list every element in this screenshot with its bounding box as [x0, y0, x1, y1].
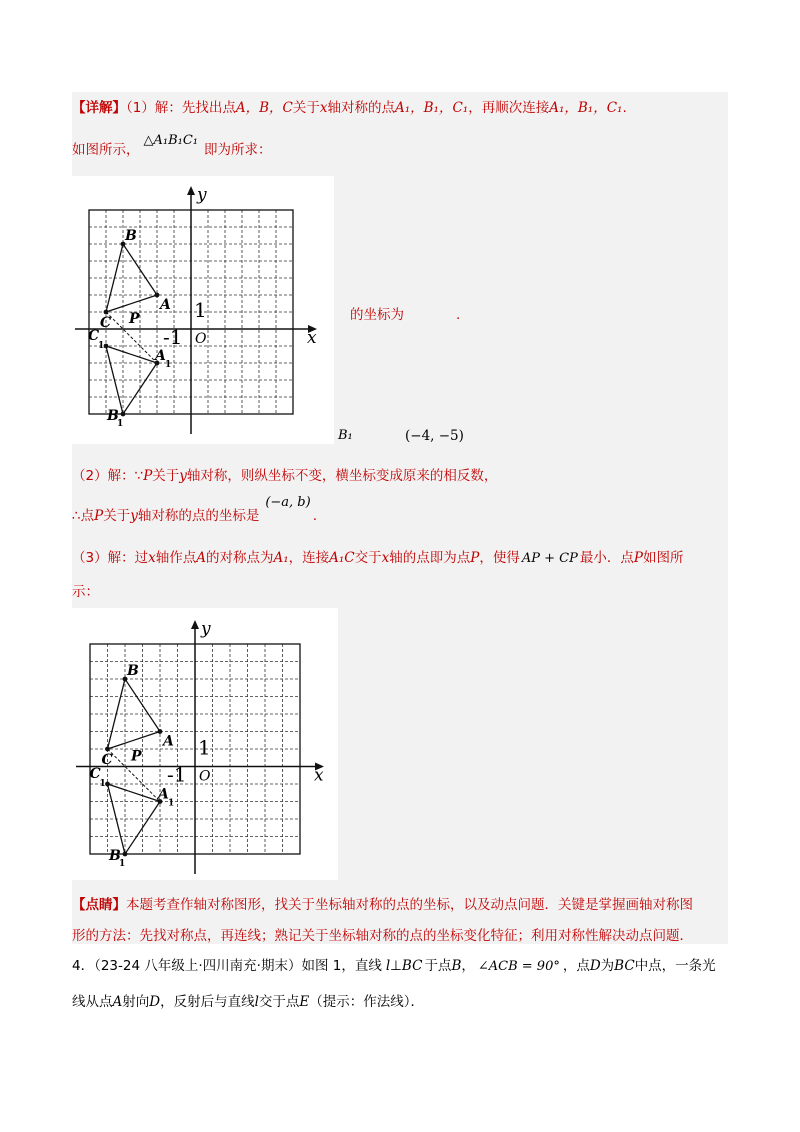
point-dot-c [104, 310, 109, 315]
tick-label-1: 1 [198, 735, 211, 760]
part3-expression: AP + CP [521, 551, 578, 566]
point-label-b1: B [107, 408, 119, 424]
detail-line-1: 【详解】（1）解：先找出点A，B，C关于x轴对称的点A₁，B₁，C₁，再顺次连接A₁，B₁，C₁. [72, 100, 627, 116]
tick-label-minus-1: -1 [167, 762, 187, 787]
triangle-label: △A₁B₁C₁ [143, 133, 199, 148]
point-label-c1: C [89, 766, 101, 782]
point-label-a1-sub: 1 [165, 360, 172, 370]
comment-line-1: 【点睛】本题考查作轴对称图形，找关于坐标轴对称的点的坐标，以及动点问题．关键是掌握画轴对称图 [72, 897, 693, 913]
part3-line-1: （3）解：过x轴作点A的对称点为A₁，连接A₁C交于x轴的点即为点P，使得 AP + CP 最小．点P如图所 [72, 550, 684, 566]
b1-coord: (−4, −5) [405, 428, 464, 444]
part2-line-1: （2）解：∵P关于y轴对称，则纵坐标不变，横坐标变成原来的相反数， [72, 468, 498, 484]
x-axis-label: x [307, 328, 317, 348]
origin-label: O [195, 331, 207, 347]
point-label-b1-sub: 1 [117, 419, 124, 429]
y-axis-arrow [191, 620, 199, 629]
point-dot-c1 [104, 344, 109, 349]
x-axis-label: x [314, 765, 324, 786]
question-4-line-2: 线从点A射向D，反射后与直线l交于点E（提示：作法线）． [72, 994, 425, 1010]
y-axis-label: y [201, 619, 211, 639]
point-label-a1: A [158, 786, 169, 803]
b1-label: B₁ [338, 428, 353, 443]
point-dot-c1 [105, 782, 110, 787]
tick-label-minus-1: -1 [163, 325, 183, 349]
point-label-c1-sub: 1 [99, 779, 106, 789]
point-dot-a [155, 293, 160, 298]
point-label-p: P [131, 748, 142, 765]
point-label-c1-sub: 1 [98, 341, 105, 351]
point-label-a1-sub: 1 [168, 798, 175, 809]
point-label-c: C [100, 315, 112, 331]
point-label-a: A [163, 733, 174, 750]
part3-line-2: 示： [72, 584, 99, 600]
point-dot-b1 [123, 852, 128, 857]
comment-line-2: 形的方法：先找对称点，再连线；熟记关于坐标轴对称的点的坐标变化特征；利用对称性解决动点问题． [72, 928, 693, 944]
origin-label: O [199, 768, 211, 785]
y-axis-arrow [187, 186, 195, 195]
coordinate-grid-1 [72, 176, 334, 444]
coordinate-grid-2 [72, 608, 338, 880]
y-axis-label: y [197, 185, 207, 205]
comment-tag: 【点睛】 [72, 897, 126, 913]
figure-1 [72, 176, 334, 444]
point-dot-c [105, 747, 110, 752]
point-label-c1: C [88, 328, 100, 344]
coord-line: 的坐标为 . [350, 307, 461, 323]
point-label-p: P [129, 311, 140, 327]
part2-line-2: ∴点P关于y轴对称的点的坐标是(−a, b). [72, 495, 317, 524]
point-dot-b1 [121, 412, 126, 417]
point-label-c: C [101, 752, 113, 768]
part2-answer: (−a, b) [265, 495, 311, 510]
question-4-line-1: 4．（23-24 八年级上·四川南充·期末）如图 1，直线 l⊥BC 于点B， ∠ACB = 90° ，点D为BC中点，一条光 [72, 958, 716, 974]
point-label-b1-sub: 1 [119, 859, 126, 869]
detail-tag: 【详解】 [72, 100, 126, 116]
point-label-b: B [127, 663, 139, 679]
point-dot-a [158, 729, 163, 734]
point-label-b: B [125, 228, 137, 244]
detail-line-2: 如图所示，△A₁B₁C₁即为所求： [72, 133, 272, 158]
point-label-a1: A [155, 348, 166, 364]
tick-label-1: 1 [194, 298, 207, 322]
figure-2 [72, 608, 338, 880]
point-label-a: A [160, 297, 171, 313]
point-label-b1: B [109, 848, 121, 864]
